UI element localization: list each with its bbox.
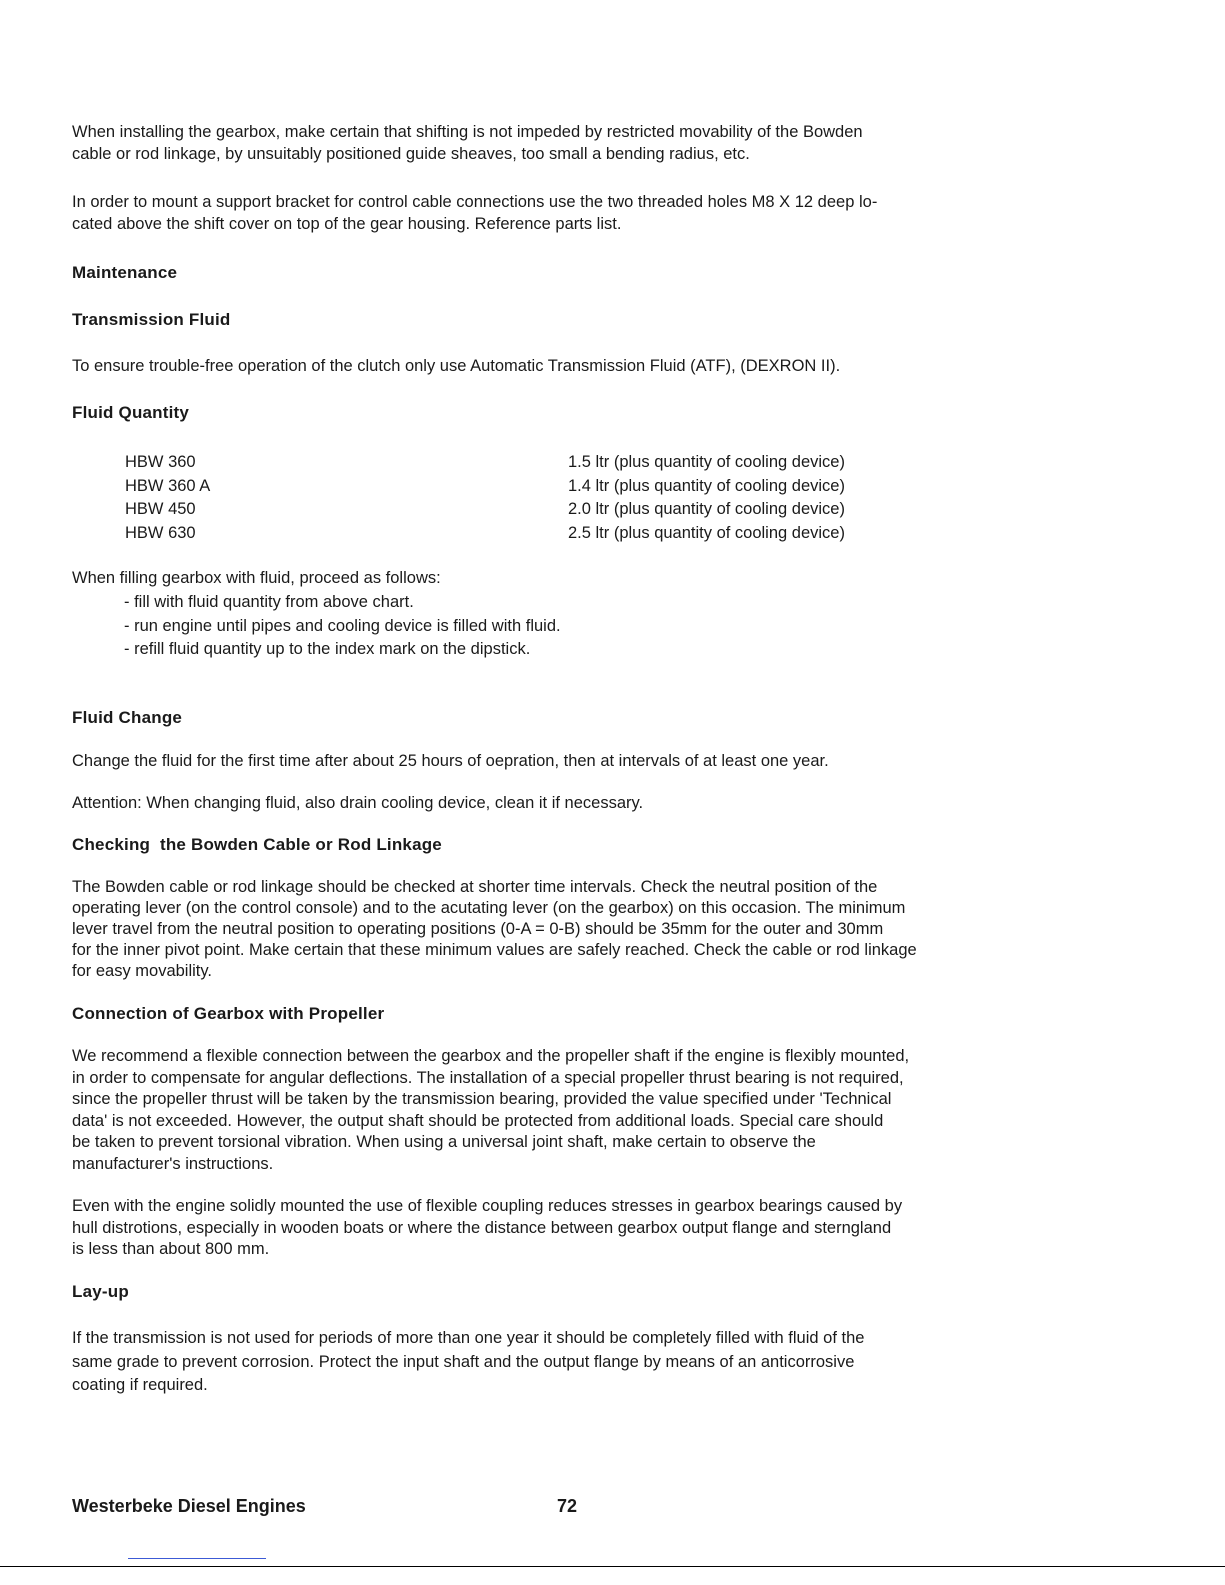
text-line: since the propeller thrust will be taken by the transmission bearing, provided the value specified under 'Technical <box>72 1090 892 1108</box>
text-line: lever travel from the neutral position to operating positions (0-A = 0-B) should be 35mm for the outer and 30mm <box>72 920 884 938</box>
model-name: HBW 360 A <box>125 476 211 495</box>
text-line: for the inner pivot point. Make certain that these minimum values are safely reached. Check the cable or rod linkage <box>72 941 917 959</box>
attention-note: Attention: When changing fluid, also drain cooling device, clean it if necessary. <box>72 794 644 812</box>
transmission-fluid-text: To ensure trouble-free operation of the clutch only use Automatic Transmission Fluid (ATF), (DEXRON II). <box>72 357 841 375</box>
bowden-check-heading: Checking the Bowden Cable or Rod Linkage <box>72 835 442 854</box>
intro-paragraph-1 <box>72 122 1062 165</box>
text-line: In order to mount a support bracket for control cable connections use the two threaded holes M8 X 12 deep lo- <box>72 193 878 211</box>
text-line: cated above the shift cover on top of the gear housing. Reference parts list. <box>72 214 622 233</box>
fluid-amount: 2.0 ltr (plus quantity of cooling device) <box>568 500 845 518</box>
maintenance-heading: Maintenance <box>72 263 178 282</box>
model-name: HBW 630 <box>125 523 196 542</box>
list-item: - refill fluid quantity up to the index mark on the dipstick. <box>124 640 531 658</box>
fluid-quantity-row <box>125 451 925 475</box>
text-line: be taken to prevent torsional vibration. When using a universal joint shaft, make certain to observe the <box>72 1133 816 1151</box>
fluid-amount: 1.5 ltr (plus quantity of cooling device) <box>568 453 845 471</box>
list-item: - fill with fluid quantity from above chart. <box>124 593 414 611</box>
page-number: 72 <box>557 1496 578 1516</box>
fluid-quantity-row <box>125 522 925 546</box>
footer-company-name: Westerbeke Diesel Engines <box>72 1496 306 1516</box>
propeller-connection-heading: Connection of Gearbox with Propeller <box>72 1004 385 1023</box>
text-line: The Bowden cable or rod linkage should be checked at shorter time intervals. Check the neutral position of the <box>72 878 878 896</box>
text-line: is less than about 800 mm. <box>72 1240 270 1258</box>
text-line: Even with the engine solidly mounted the use of flexible coupling reduces stresses in gearbox bearings caused by <box>72 1197 903 1215</box>
fluid-amount: 1.4 ltr (plus quantity of cooling device) <box>568 476 845 495</box>
filling-intro: When filling gearbox with fluid, proceed as follows: <box>72 569 441 587</box>
propeller-paragraph-2 <box>72 1196 1062 1261</box>
model-name: HBW 360 <box>125 453 196 471</box>
intro-paragraph-2 <box>72 192 1062 235</box>
text-line: manufacturer's instructions. <box>72 1154 274 1173</box>
bottom-rule <box>0 1566 1225 1567</box>
text-line: operating lever (on the control console) and to the acutating lever (on the gearbox) on this occasion. The minimum <box>72 899 906 917</box>
propeller-paragraph-1 <box>72 1046 1062 1175</box>
list-item: - run engine until pipes and cooling device is filled with fluid. <box>124 616 561 635</box>
fluid-quantity-row <box>125 475 925 499</box>
bowden-check-paragraph <box>72 877 1062 982</box>
fluid-change-heading: Fluid Change <box>72 708 183 727</box>
text-line: hull distrotions, especially in wooden boats or where the distance between gearbox output flange and sterngland <box>72 1218 892 1237</box>
text-line: If the transmission is not used for periods of more than one year it should be completely filled with fluid of the <box>72 1329 865 1347</box>
scan-mark <box>128 1558 266 1559</box>
text-line: cable or rod linkage, by unsuitably positioned guide sheaves, too small a bending radius, etc. <box>72 144 750 163</box>
transmission-fluid-heading: Transmission Fluid <box>72 310 231 329</box>
text-line: coating if required. <box>72 1376 208 1394</box>
filling-steps-list <box>124 591 561 662</box>
text-line: same grade to prevent corrosion. Protect the input shaft and the output flange by means of an anticorrosive <box>72 1352 855 1371</box>
fluid-quantity-table <box>125 451 925 545</box>
fluid-quantity-heading: Fluid Quantity <box>72 403 190 422</box>
text-line: We recommend a flexible connection between the gearbox and the propeller shaft if the engine is flexibly mounted, <box>72 1047 910 1065</box>
fluid-amount: 2.5 ltr (plus quantity of cooling device) <box>568 523 845 542</box>
text-line: data' is not exceeded. However, the output shaft should be protected from additional loads. Special care should <box>72 1111 884 1130</box>
fluid-change-text: Change the fluid for the first time after about 25 hours of oepration, then at intervals of at least one year. <box>72 752 829 770</box>
text-line: When installing the gearbox, make certain that shifting is not impeded by restricted movability of the Bowden <box>72 123 863 141</box>
text-line: for easy movability. <box>72 962 212 980</box>
text-line: in order to compensate for angular deflections. The installation of a special propeller thrust bearing is not required, <box>72 1068 904 1087</box>
layup-heading: Lay-up <box>72 1282 129 1301</box>
fluid-quantity-row <box>125 498 925 522</box>
model-name: HBW 450 <box>125 500 196 518</box>
layup-paragraph <box>72 1327 1062 1398</box>
